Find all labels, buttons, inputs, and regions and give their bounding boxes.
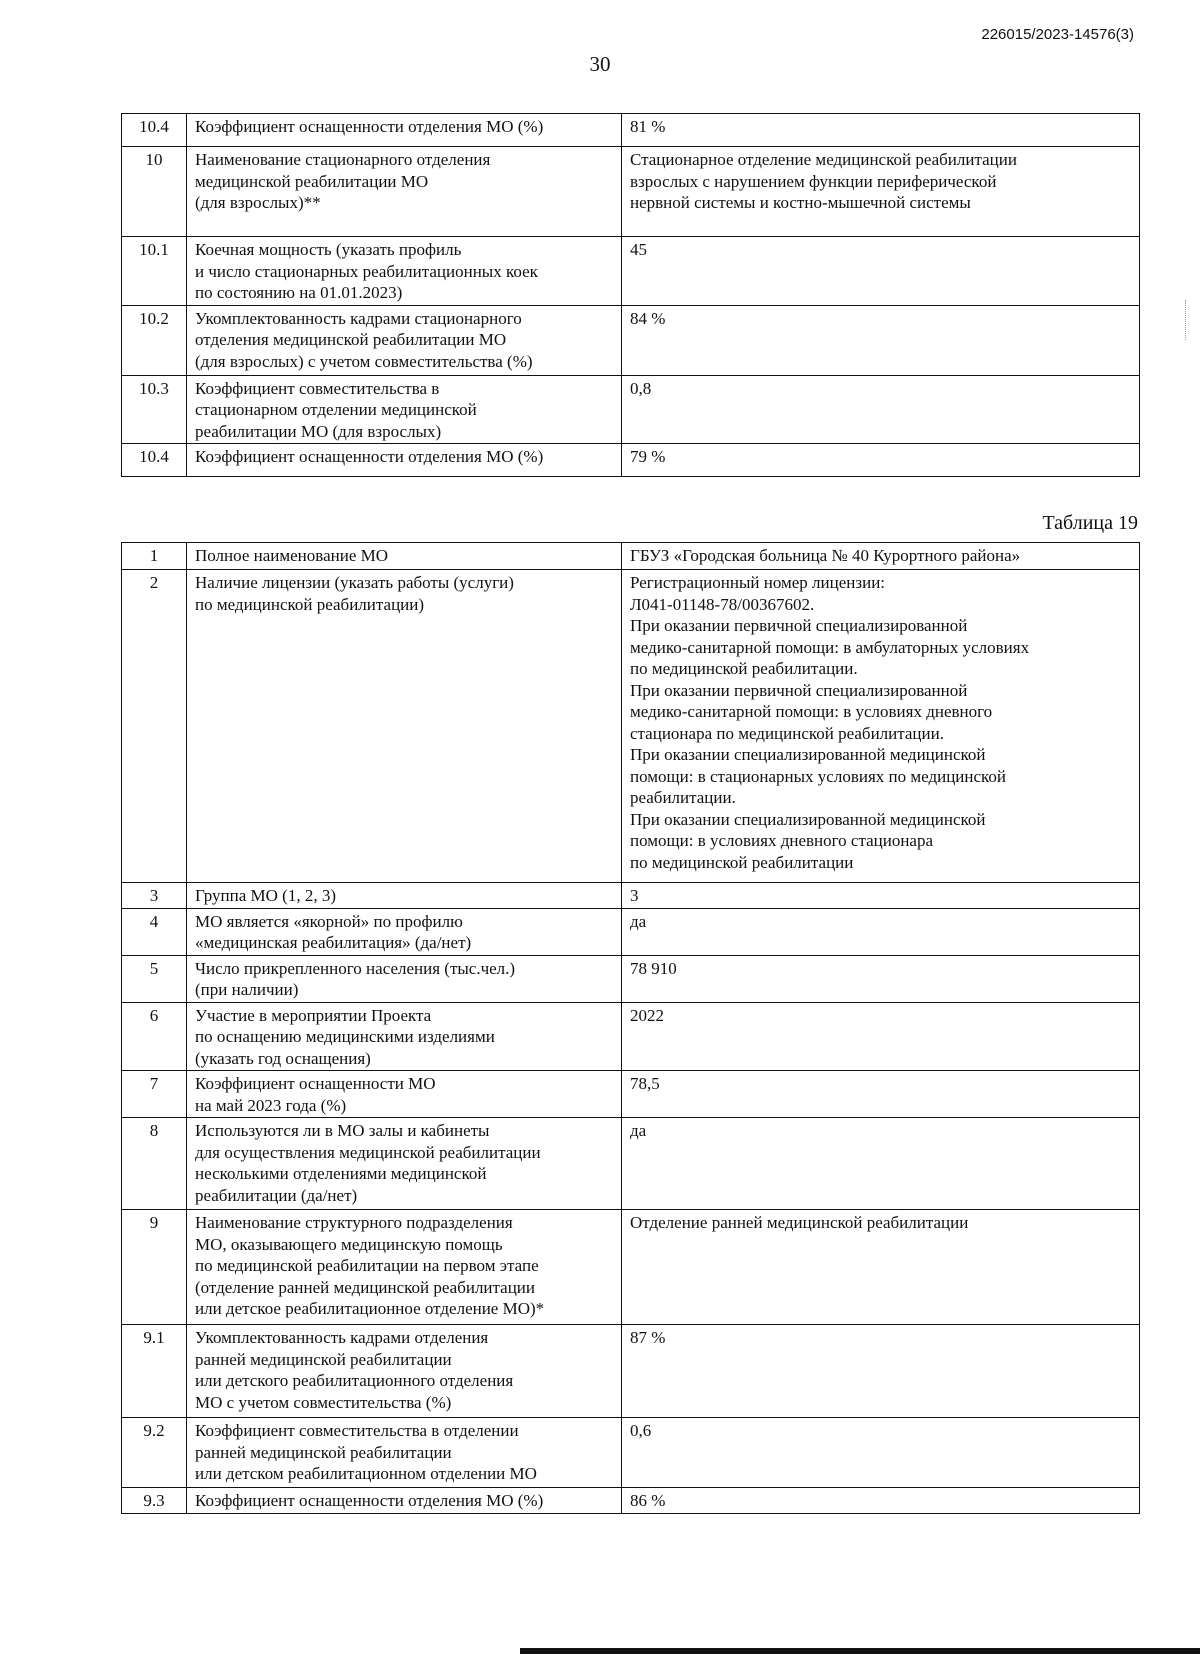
row-value: Регистрационный номер лицензии: Л041-01148-78/00367602. При оказании первичной специализированной медико-санитарной помощи: в амбулаторных условиях по медицинской реабилитации. При оказании первичной специализированной медико-санитарной помощи: в условиях дневного стационара по медицинской реабилитации. При оказании специализированной медицинской помощи: в стационарных условиях по медицинской реабилитации. При оказании специализированной медицинской помощи: в условиях дневного стационара по медицинской реабилитации xyxy=(622,570,1140,883)
row-value: 78,5 xyxy=(622,1071,1140,1118)
row-number: 9 xyxy=(122,1210,187,1325)
row-parameter: Полное наименование МО xyxy=(187,543,622,570)
table-row xyxy=(122,1418,1140,1488)
row-value: 81 % xyxy=(622,114,1140,147)
row-number: 7 xyxy=(122,1071,187,1118)
row-number: 1 xyxy=(122,543,187,570)
table-title: Таблица 19 xyxy=(1042,512,1138,534)
table-row xyxy=(122,147,1140,237)
table-row xyxy=(122,570,1140,883)
row-number: 9.1 xyxy=(122,1325,187,1418)
row-parameter: Укомплектованность кадрами стационарного отделения медицинской реабилитации МО (для взрослых) с учетом совместительства (%) xyxy=(187,305,622,375)
row-number: 3 xyxy=(122,883,187,909)
table-row xyxy=(122,1071,1140,1118)
row-parameter: Используются ли в МО залы и кабинеты для осуществления медицинской реабилитации несколькими отделениями медицинской реабилитации (да/нет) xyxy=(187,1118,622,1210)
table-row xyxy=(122,1488,1140,1514)
page-number: 30 xyxy=(589,52,611,76)
table-row xyxy=(122,237,1140,306)
row-number: 10.1 xyxy=(122,237,187,306)
table-row xyxy=(122,1002,1140,1071)
row-value: Стационарное отделение медицинской реабилитации взрослых с нарушением функции периферической нервной системы и костно-мышечной системы xyxy=(622,147,1140,237)
row-parameter: Коэффициент оснащенности отделения МО (%) xyxy=(187,1488,622,1514)
row-parameter: Наименование стационарного отделения медицинской реабилитации МО (для взрослых)** xyxy=(187,147,622,237)
row-number: 10.3 xyxy=(122,375,187,444)
row-value: 84 % xyxy=(622,305,1140,375)
table-row xyxy=(122,305,1140,375)
continued-table xyxy=(121,113,1140,477)
table-row xyxy=(122,444,1140,477)
row-number: 10.2 xyxy=(122,305,187,375)
row-parameter: Наличие лицензии (указать работы (услуги) по медицинской реабилитации) xyxy=(187,570,622,883)
row-parameter: Коечная мощность (указать профиль и число стационарных реабилитационных коек по состоянию на 01.01.2023) xyxy=(187,237,622,306)
table-row xyxy=(122,1210,1140,1325)
table-19 xyxy=(121,542,1140,1514)
row-number: 9.2 xyxy=(122,1418,187,1488)
table-row xyxy=(122,1118,1140,1210)
row-number: 2 xyxy=(122,570,187,883)
scan-edge-line xyxy=(520,1648,1200,1654)
row-value: 3 xyxy=(622,883,1140,909)
row-value: ГБУЗ «Городская больница № 40 Курортного района» xyxy=(622,543,1140,570)
row-value: да xyxy=(622,1118,1140,1210)
row-parameter: Наименование структурного подразделения МО, оказывающего медицинскую помощь по медицинской реабилитации на первом этапе (отделение ранней медицинской реабилитации или детское реабилитационное отделение МО)* xyxy=(187,1210,622,1325)
table-row xyxy=(122,114,1140,147)
row-number: 10.4 xyxy=(122,444,187,477)
row-parameter: МО является «якорной» по профилю «медицинская реабилитация» (да/нет) xyxy=(187,908,622,955)
row-parameter: Коэффициент оснащенности отделения МО (%) xyxy=(187,114,622,147)
row-number: 6 xyxy=(122,1002,187,1071)
row-parameter: Коэффициент оснащенности отделения МО (%) xyxy=(187,444,622,477)
row-value: 2022 xyxy=(622,1002,1140,1071)
row-parameter: Коэффициент оснащенности МО на май 2023 года (%) xyxy=(187,1071,622,1118)
row-number: 10.4 xyxy=(122,114,187,147)
row-value: 0,8 xyxy=(622,375,1140,444)
row-value: 79 % xyxy=(622,444,1140,477)
row-number: 8 xyxy=(122,1118,187,1210)
row-value: 45 xyxy=(622,237,1140,306)
row-value: 78 910 xyxy=(622,955,1140,1002)
row-value: 87 % xyxy=(622,1325,1140,1418)
row-value: 86 % xyxy=(622,1488,1140,1514)
table-row xyxy=(122,883,1140,909)
row-number: 10 xyxy=(122,147,187,237)
row-number: 9.3 xyxy=(122,1488,187,1514)
document-id: 226015/2023-14576(3) xyxy=(981,26,1134,43)
row-parameter: Участие в мероприятии Проекта по оснащению медицинскими изделиями (указать год оснащения) xyxy=(187,1002,622,1071)
row-number: 4 xyxy=(122,908,187,955)
scan-artifact xyxy=(1185,300,1192,340)
table-row xyxy=(122,908,1140,955)
row-number: 5 xyxy=(122,955,187,1002)
table-row xyxy=(122,1325,1140,1418)
table-row xyxy=(122,375,1140,444)
row-parameter: Группа МО (1, 2, 3) xyxy=(187,883,622,909)
row-value: Отделение ранней медицинской реабилитации xyxy=(622,1210,1140,1325)
table-row xyxy=(122,543,1140,570)
row-parameter: Укомплектованность кадрами отделения ранней медицинской реабилитации или детского реабилитационного отделения МО с учетом совместительства (%) xyxy=(187,1325,622,1418)
row-parameter: Коэффициент совместительства в отделении ранней медицинской реабилитации или детском реабилитационном отделении МО xyxy=(187,1418,622,1488)
row-parameter: Коэффициент совместительства в стационарном отделении медицинской реабилитации МО (для взрослых) xyxy=(187,375,622,444)
row-value: 0,6 xyxy=(622,1418,1140,1488)
table-row xyxy=(122,955,1140,1002)
row-value: да xyxy=(622,908,1140,955)
row-parameter: Число прикрепленного населения (тыс.чел.) (при наличии) xyxy=(187,955,622,1002)
